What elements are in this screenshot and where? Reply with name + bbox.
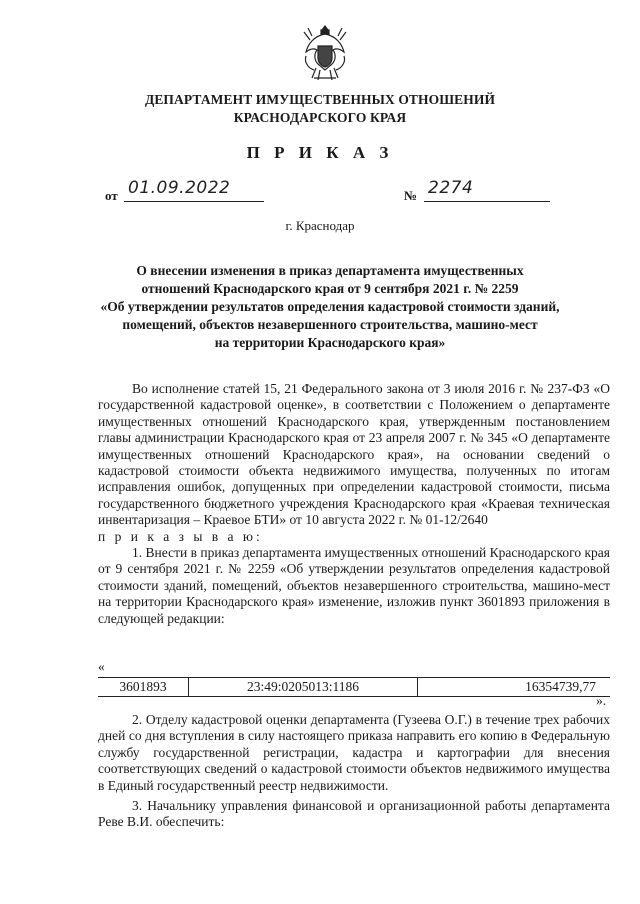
order-body-top [98,381,610,627]
quote-open: « [98,659,105,674]
preamble-paragraph: Во исполнение статей 15, 21 Федерального закона от 3 июля 2016 г. № 237-ФЗ «О государственной кадастровой оценке», в соответствии с Положением о департаменте имущественных отношений Краснодарского края, утвержденным постановлением главы администрации Краснодарского края от 23 апреля 2007 г. № 345 «О департаменте имущественных отношений Краснодарского края», на основании сведений о кадастровой стоимости объекта недвижимого имущества, полученных по итогам исправления ошибок, допущенных при определении кадастровой стоимости, письма государственного бюджетного учреждения Краснодарского края «Краевая техническая инвентаризация – Краевое БТИ» от 10 августа 2022 г. № 01-12/2640 [98,381,610,528]
item-3-paragraph: 3. Начальнику управления финансовой и организационной работы департамента Реве В.И. обеспечить: [98,798,610,830]
department-name-line1: ДЕПАРТАМЕНТ ИМУЩЕСТВЕННЫХ ОТНОШЕНИЙ [144,92,496,107]
date-value: 01.09.2022 [128,178,231,198]
number-value: 2274 [428,178,474,198]
cadastral-value-cell: 16354739,77 [418,678,611,697]
item-number-cell: 3601893 [98,678,189,697]
item-2-paragraph: 2. Отделу кадастровой оценки департамента (Гузеева О.Г.) в течение трех рабочих дней со дня вступления в силу настоящего приказа направить его копию в Федеральную службу государственной регистрации, кадастра и картографии для внесения соответствующих сведений о кадастровой стоимости объектов недвижимого имущества в Единый государственный реестр недвижимости. [98,712,610,793]
date-underline [124,201,264,202]
date-label: от [105,188,118,203]
quote-close: ». [596,693,607,708]
subject-line: на территории Краснодарского края» [214,335,446,350]
item-1-paragraph: 1. Внести в приказ департамента имущественных отношений Краснодарского края от 9 сентября 2021 г. № 2259 «Об утверждении результатов определения кадастровой стоимости зданий, помещений, объектов незавершенного строительства, машино-мест на территории Краснодарского края» изменение, изложив пункт 3601893 приложения в следующей редакции: [98,545,610,626]
number-underline [424,201,550,202]
number-label: № [404,188,418,203]
order-body-bottom [98,712,610,831]
cadastral-number-cell: 23:49:0205013:1186 [189,678,418,697]
orders-word: п р и к а з ы в а ю: [98,528,263,544]
department-name-line2: КРАСНОДАРСКОГО КРАЯ [233,110,407,125]
subject-line: отношений Краснодарского края от 9 сентября 2021 г. № 2259 [141,281,519,296]
subject-line: О внесении изменения в приказ департамента имущественных [136,263,524,278]
subject-line: помещений, объектов незавершенного строительства, машино-мест [122,317,538,332]
subject-line: «Об утверждении результатов определения кадастровой стоимости зданий, [100,299,560,314]
order-title: П Р И К А З [246,143,394,162]
cadastre-table [98,677,610,697]
table-row [98,678,610,697]
city: г. Краснодар [285,218,355,233]
order-subject [90,262,570,352]
coat-of-arms-emblem [300,22,350,84]
